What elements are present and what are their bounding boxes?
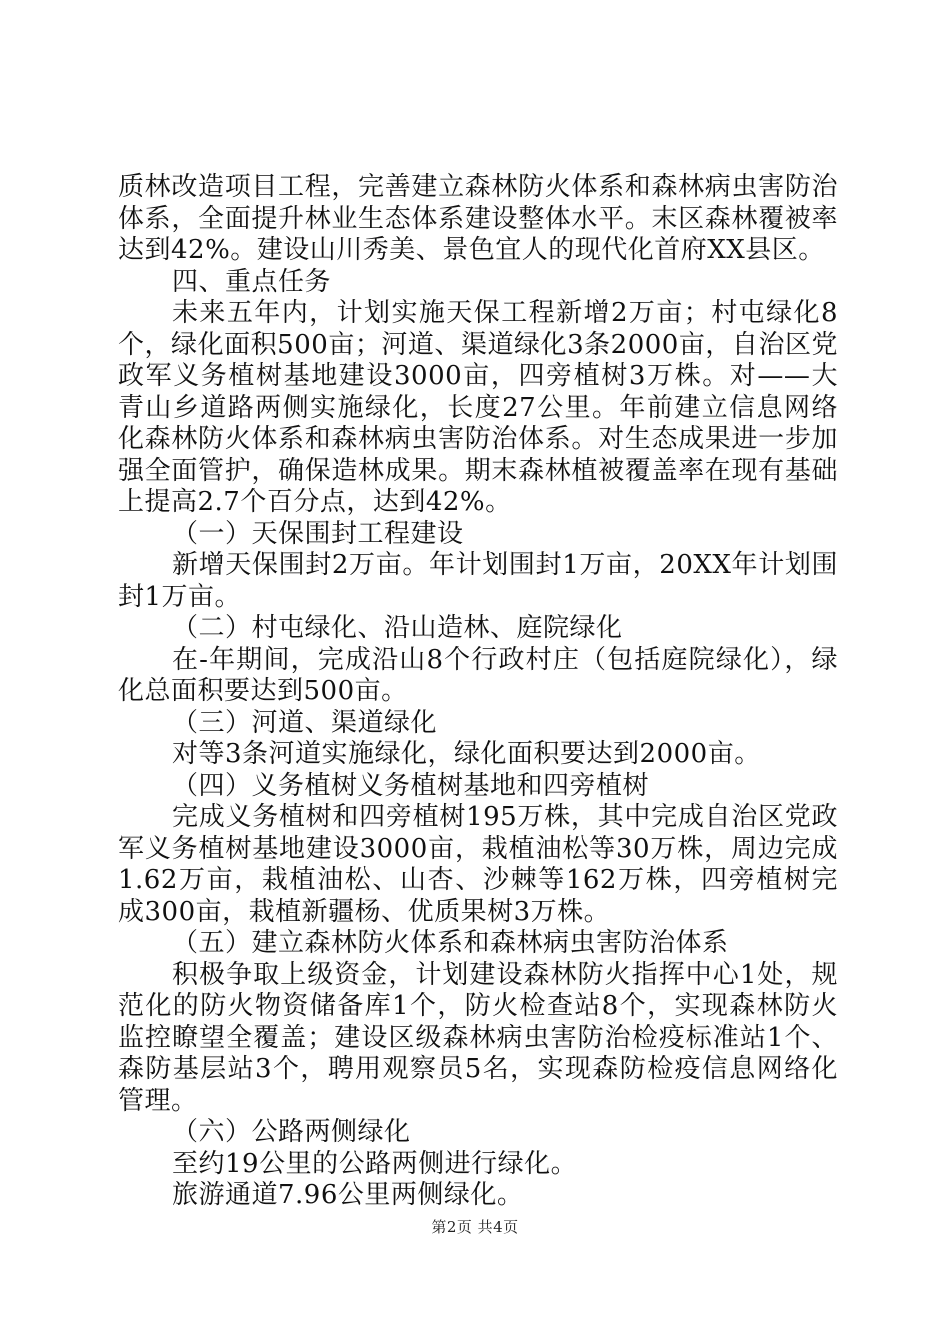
paragraph: 积极争取上级资金，计划建设森林防火指挥中心1处，规范化的防火物资储备库1个，防火检查站8个，实现森林防火监控瞭望全覆盖；建设区级森林病虫害防治检疫标准站1个、森防基层站3个，聘用观察员5名，实现森防检疫信息网络化管理。 bbox=[118, 959, 838, 1116]
subsection-heading: （三）河道、渠道绿化 bbox=[172, 707, 438, 738]
paragraph: 质林改造项目工程，完善建立森林防火体系和森林病虫害防治体系，全面提升林业生态体系建设整体水平。末区森林覆被率达到42%。建设山川秀美、景色宜人的现代化首府XX县区。 bbox=[118, 172, 838, 265]
subsection-heading: （五）建立森林防火体系和森林病虫害防治体系 bbox=[172, 928, 729, 958]
page-footer: 第2页 共4页 bbox=[431, 1218, 519, 1236]
subsection-heading: （四）义务植树义务植树基地和四旁植树 bbox=[172, 770, 650, 801]
subsection-heading: （一）天保围封工程建设 bbox=[172, 518, 464, 549]
paragraph: 旅游通道7.96公里两侧绿化。 bbox=[172, 1180, 524, 1210]
paragraph: 对等3条河道实施绿化，绿化面积要达到2000亩。 bbox=[172, 739, 761, 769]
paragraph: 在-年期间，完成沿山8个行政村庄（包括庭院绿化），绿化总面积要达到500亩。 bbox=[118, 644, 838, 706]
paragraph: 完成义务植树和四旁植树195万株，其中完成自治区党政军义务植树基地建设3000亩，栽植油松等30万株，周边完成1.62万亩，栽植油松、山杏、沙棘等162万株，四旁植树完成300亩，栽植新疆杨、优质果树3万株。 bbox=[118, 802, 838, 927]
paragraph: 新增天保围封2万亩。年计划围封1万亩，20XX年计划围封1万亩。 bbox=[118, 550, 838, 612]
document-body bbox=[118, 172, 838, 1212]
paragraph: 未来五年内，计划实施天保工程新增2万亩；村屯绿化8个，绿化面积500亩；河道、渠道绿化3条2000亩，自治区党政军义务植树基地建设3000亩，四旁植树3万株。对——大青山乡道路两侧实施绿化，长度27公里。年前建立信息网络化森林防火体系和森林病虫害防治体系。对生态成果进一步加强全面管护，确保造林成果。期末森林植被覆盖率在现有基础上提高2.7个百分点，达到42%。 bbox=[118, 298, 838, 517]
subsection-heading: （六）公路两侧绿化 bbox=[172, 1117, 411, 1147]
paragraph: 至约19公里的公路两侧进行绿化。 bbox=[172, 1148, 578, 1179]
section-heading: 四、重点任务 bbox=[172, 266, 332, 297]
subsection-heading: （二）村屯绿化、沿山造林、庭院绿化 bbox=[172, 613, 623, 643]
